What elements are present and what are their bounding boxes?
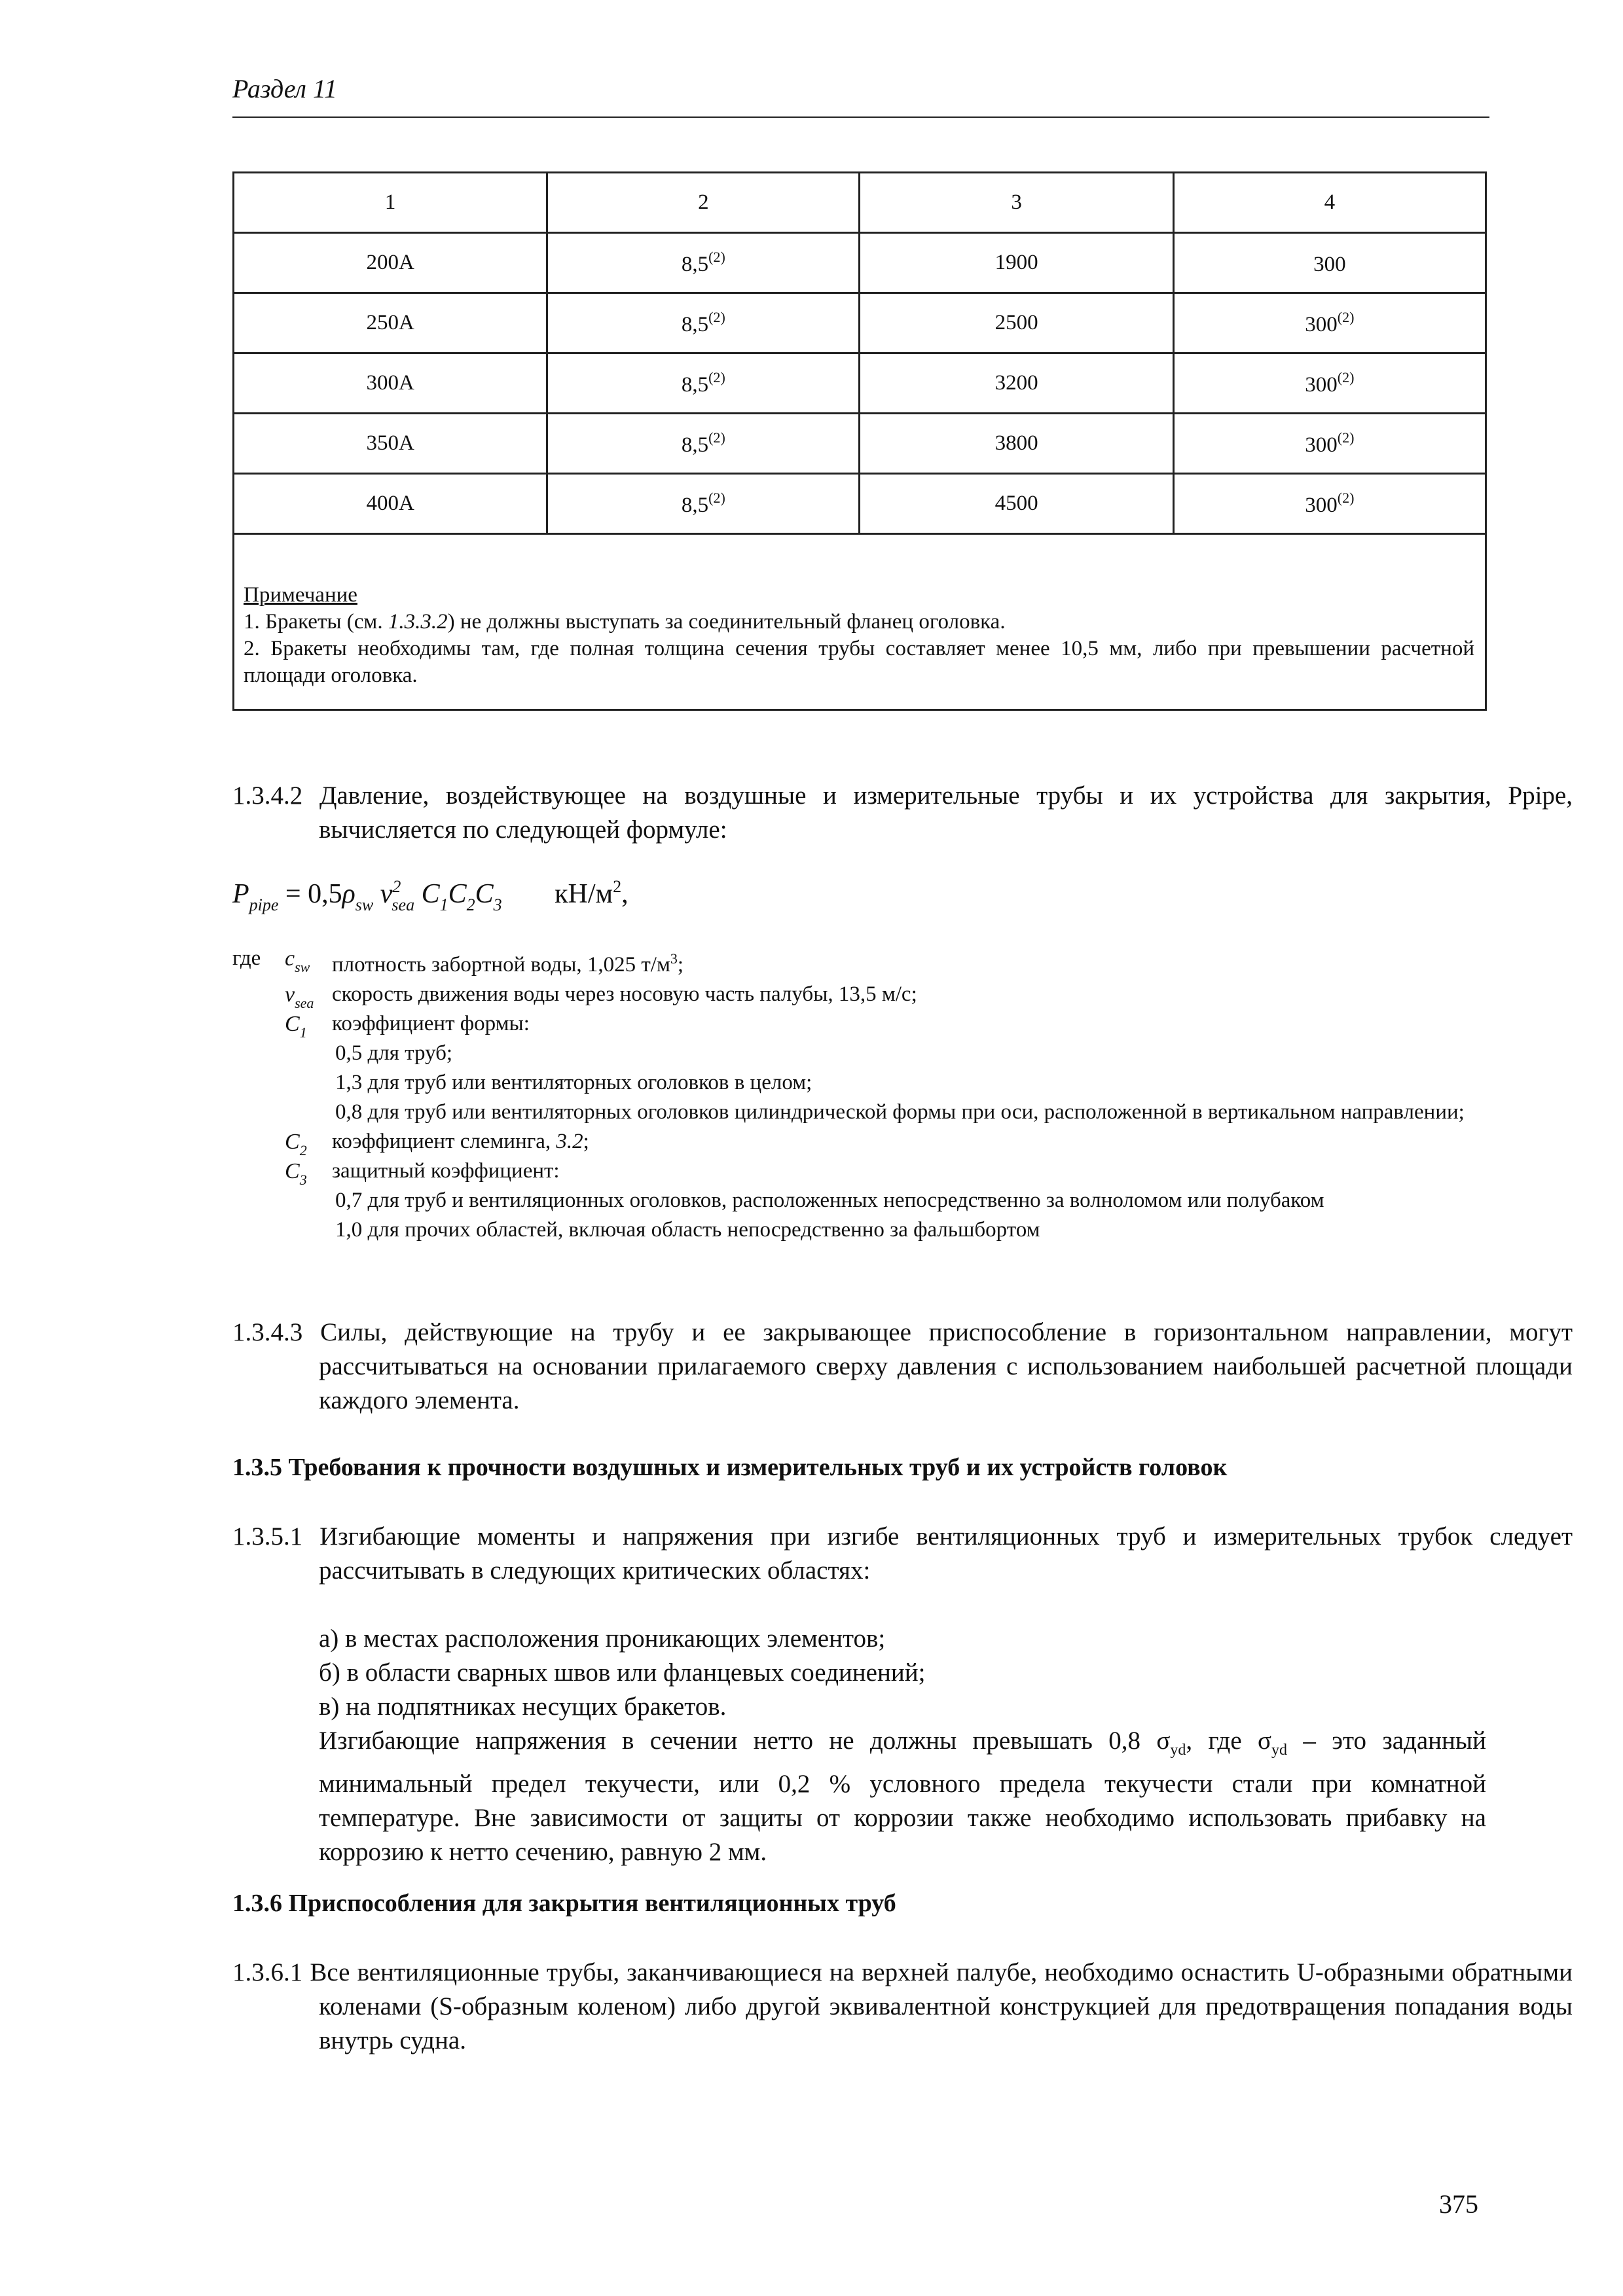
table-header-cell: 1 xyxy=(234,173,547,233)
list-item: а) в местах расположения проникающих элементов; xyxy=(319,1624,886,1653)
legend-c3-item: 0,7 для труб и вентиляционных оголовков, расположенных непосредственно за волноломом или полубаком xyxy=(335,1189,1324,1212)
table-cell: 1900 xyxy=(860,233,1173,293)
table-cell: 3200 xyxy=(860,353,1173,414)
table-cell: 8,5$^{(2)}$ xyxy=(547,474,860,534)
legend-csw: где $c_{sw}$ плотность забортной воды, 1,025 $т/м^3$; xyxy=(232,946,684,977)
table-cell: 300A xyxy=(234,353,547,414)
table-header-cell: 4 xyxy=(1173,173,1486,233)
legend-c2: $C_2$ коэффициент слеминга, 3.2; xyxy=(285,1130,589,1158)
table-header-cell: 3 xyxy=(860,173,1173,233)
header-rule xyxy=(232,117,1489,118)
legend-c1-item: 1,3 для труб или вентиляторных оголовков в целом; xyxy=(335,1071,812,1094)
legend-c1-item: 0,5 для труб; xyxy=(335,1041,453,1065)
table-cell: 250A xyxy=(234,293,547,353)
table-cell: 400A xyxy=(234,474,547,534)
legend-c1-item: 0,8 для труб или вентиляторных оголовков цилиндрической формы при оси, расположенной в вертикальном направлении; xyxy=(335,1100,1465,1124)
formula-legend xyxy=(232,944,1486,1245)
paragraph-1-3-4-3: 1.3.4.3 Силы, действующие на трубу и ее закрывающее приспособление в горизонтальном направлении, могут рассчитываться на основании прилагаемого сверху давления с использованием наибольшей расчетной площади каждого элемента. xyxy=(232,1318,1573,1414)
table-note-row xyxy=(234,534,1486,710)
list-item: в) на подпятниках несущих бракетов. xyxy=(319,1693,727,1721)
table-cell: 8,5$^{(2)}$ xyxy=(547,293,860,353)
heading-1-3-5: 1.3.5 Требования к прочности воздушных и измерительных труб и их устройств головок xyxy=(232,1454,1228,1481)
section-header: Раздел 11 xyxy=(232,74,337,103)
legend-c3-item: 1,0 для прочих областей, включая область непосредственно за фальшбортом xyxy=(335,1218,1040,1242)
paragraph-1-3-6-1: 1.3.6.1 Все вентиляционные трубы, заканчивающиеся на верхней палубе, необходимо оснастить U-образными обратными коленами (S-образным коленом) либо другой эквивалентной конструкцией для предотвращения попадания воды внутрь судна. xyxy=(232,1958,1573,2054)
table-cell: 300 xyxy=(1173,233,1486,293)
table-row xyxy=(234,353,1486,414)
table-cell: 8,5$^{(2)}$ xyxy=(547,353,860,414)
list-item: б) в области сварных швов или фланцевых соединений; xyxy=(319,1659,926,1687)
table-cell: 2500 xyxy=(860,293,1173,353)
table-cell: 350A xyxy=(234,414,547,474)
note-line-2: 2. Бракеты необходимы там, где полная толщина сечения трубы составляет менее 10,5 мм, либо при превышении расчетной площади оголовка. xyxy=(244,637,1474,687)
stress-text: Изгибающие напряжения в сечении нетто не должны превышать 0,8 $\sigma_{yd}$, где $\sigma_{yd}$ – это заданный минимальный предел текучести, или 0,2 % условного предела текучести стали при комнатной температуре. Вне зависимости от защиты от коррозии также необходимо использовать прибавку на коррозию к нетто сечению, равную 2 мм. xyxy=(319,1727,1486,1866)
legend-c1: $C_1$ коэффициент формы: xyxy=(285,1012,530,1041)
table-cell: 8,5$^{(2)}$ xyxy=(547,233,860,293)
table-cell: 4500 xyxy=(860,474,1173,534)
paragraph-1-3-4-2: 1.3.4.2 Давление, воздействующее на воздушные и измерительные трубы и их устройства для закрытия, Ppipe, вычисляется по следующей формуле: xyxy=(232,781,1573,844)
table-cell: 200A xyxy=(234,233,547,293)
table-note xyxy=(234,534,1486,710)
table-row xyxy=(234,414,1486,474)
table-cell: 300$^{(2)}$ xyxy=(1173,474,1486,534)
legend-c3: $C_3$ защитный коэффициент: xyxy=(285,1159,560,1188)
note-title: Примечание xyxy=(244,583,357,607)
table-cell: 8,5$^{(2)}$ xyxy=(547,414,860,474)
paragraph-1-3-5-1: 1.3.5.1 Изгибающие моменты и напряжения при изгибе вентиляционных труб и измерительных трубок следует рассчитывать в следующих критических областях: xyxy=(232,1522,1573,1585)
table-cell: 300$^{(2)}$ xyxy=(1173,414,1486,474)
table-row xyxy=(234,293,1486,353)
table-cell: 3800 xyxy=(860,414,1173,474)
pressure-formula: $P_{pipe} = 0,5\rho_{sw}$ $v^2_{sea}$ $C_1C_2C_3$ $кН/м^2$, xyxy=(232,877,629,914)
note-line-1: 1. Бракеты (см. 1.3.3.2) не должны выступать за соединительный фланец оголовка. xyxy=(244,610,1006,634)
table-row xyxy=(234,233,1486,293)
table-row xyxy=(234,474,1486,534)
table-header-row xyxy=(234,173,1486,233)
page-number: 375 xyxy=(1439,2189,1478,2219)
table-cell: 300$^{(2)}$ xyxy=(1173,353,1486,414)
heading-1-3-6: 1.3.6 Приспособления для закрытия вентиляционных труб xyxy=(232,1890,896,1917)
paragraph-1-3-5-1-list xyxy=(319,1622,1486,1869)
legend-vsea: $v_{sea}$ скорость движения воды через носовую часть палубы, 13,5 м/с; xyxy=(285,982,917,1011)
table-header-cell: 2 xyxy=(547,173,860,233)
table-cell: 300$^{(2)}$ xyxy=(1173,293,1486,353)
bracket-table xyxy=(232,171,1487,711)
